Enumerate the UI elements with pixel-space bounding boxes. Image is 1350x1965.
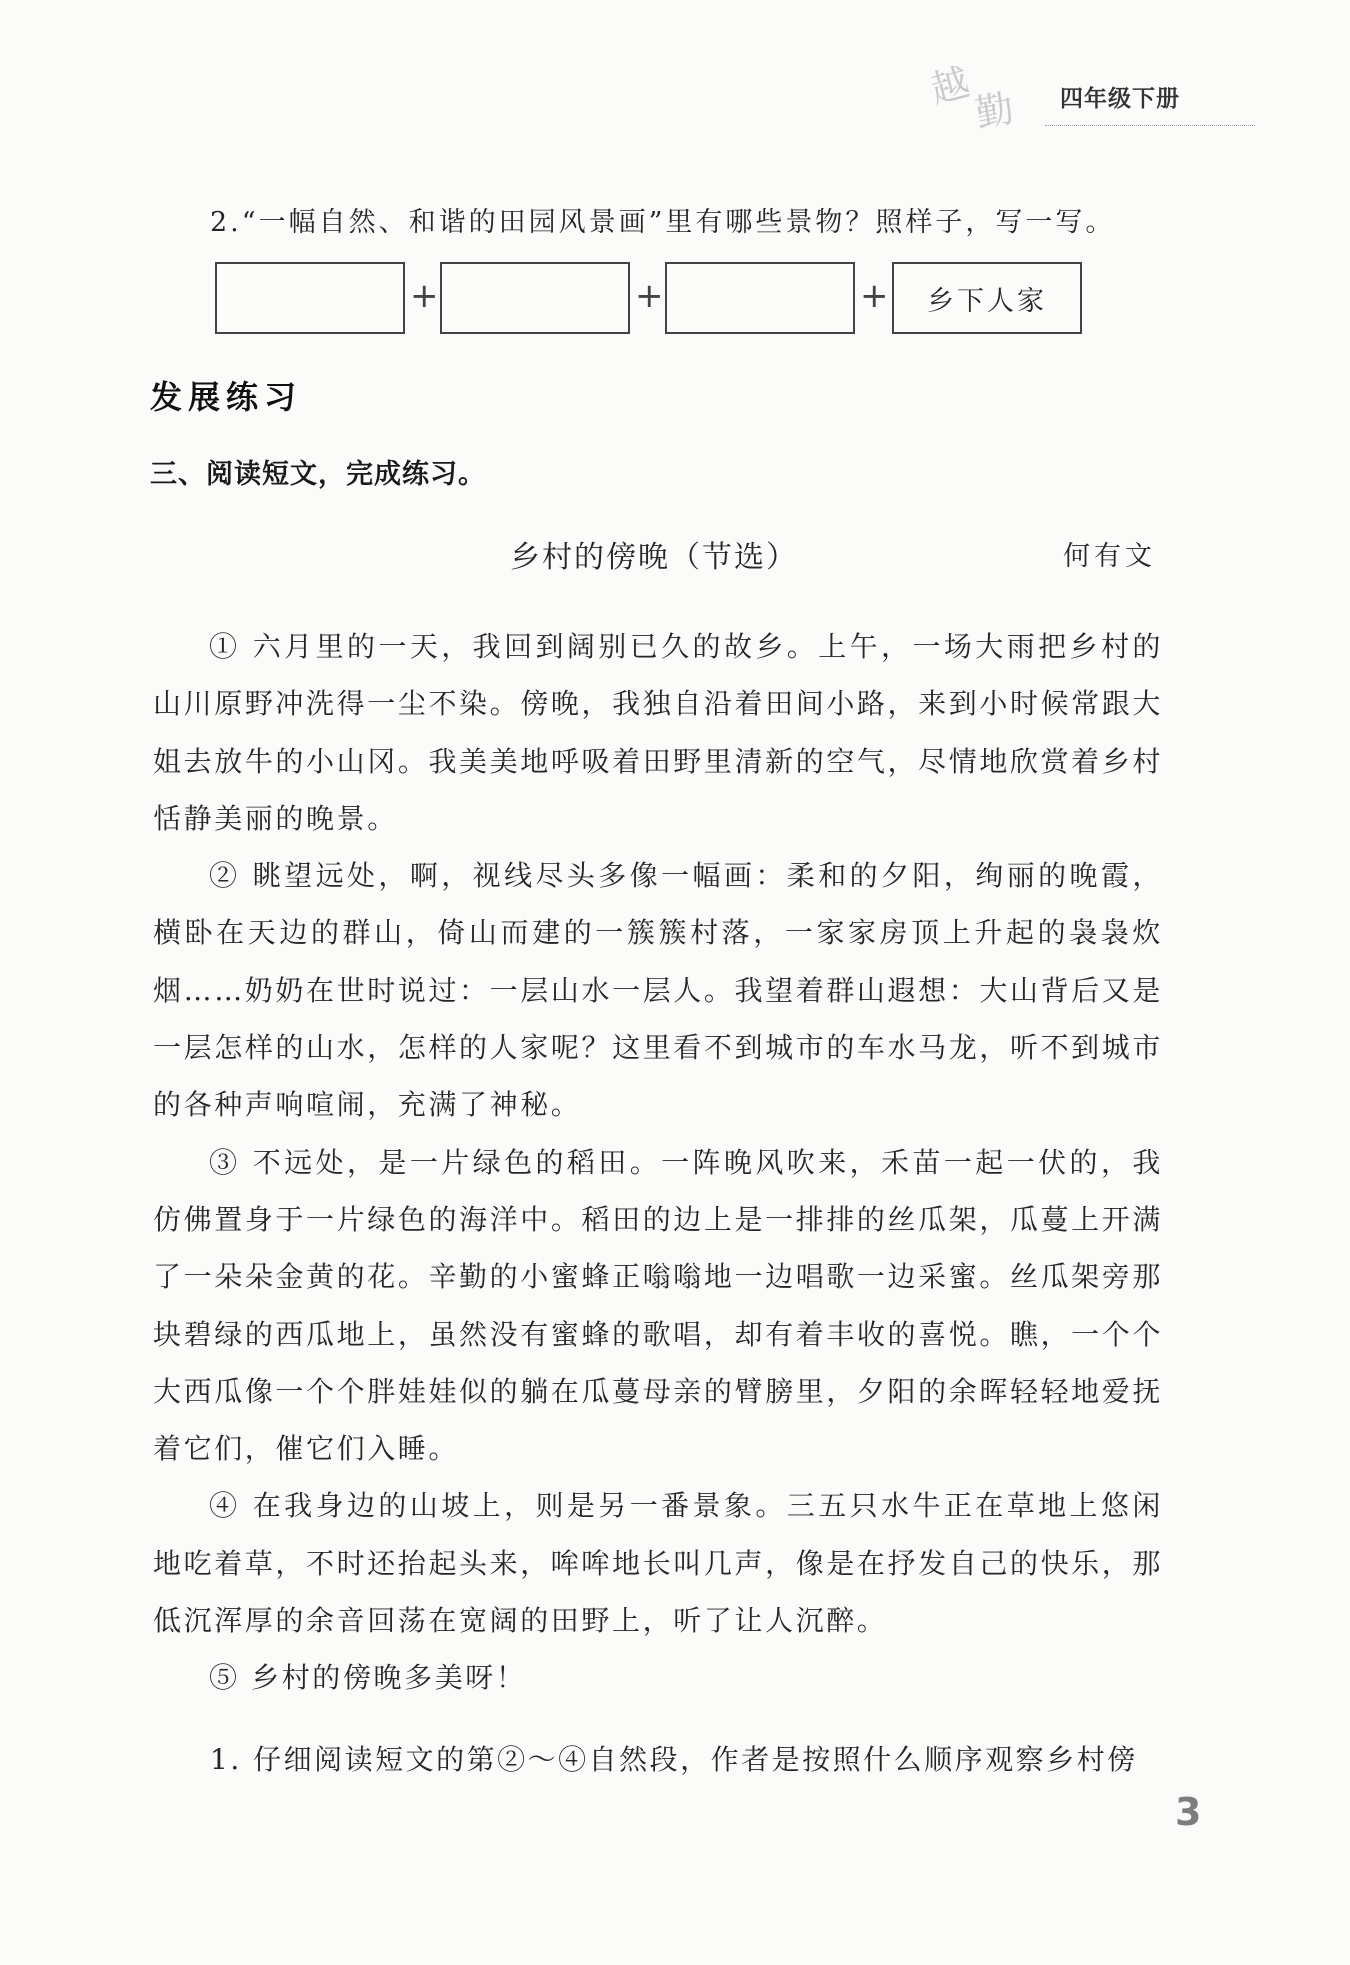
paragraph: ② 眺望远处，啊，视线尽头多像一幅画：柔和的夕阳，绚丽的晚霞，横卧在天边的群山，倚山而建的一簇簇村落，一家家房顶上升起的袅袅炊烟……奶奶在世时说过：一层山水一层人。我望着群山遐想：大山背后又是一层怎样的山水，怎样的人家呢？这里看不到城市的车水马龙，听不到城市的各种声响喧闹，充满了神秘。 <box>153 859 1163 1122</box>
paragraph: ⑤ 乡村的傍晚多美呀！ <box>209 1661 527 1695</box>
article-author: 何有文 <box>1063 541 1156 572</box>
question-2-prompt: 2.“一幅自然、和谐的田园风景画”里有哪些景物？照样子，写一写。 <box>210 207 1116 238</box>
plus-sign: + <box>860 276 889 316</box>
paragraph: ③ 不远处，是一片绿色的稻田。一阵晚风吹来，禾苗一起一伏的，我仿佛置身于一片绿色的海洋中。稻田的边上是一排排的丝瓜架，瓜蔓上开满了一朵朵金黄的花。辛勤的小蜜蜂正嗡嗡地一边唱歌一边采蜜。丝瓜架旁那块碧绿的西瓜地上，虽然没有蜜蜂的歌唱，却有着丰收的喜悦。瞧，一个个大西瓜像一个个胖娃娃似的躺在瓜蔓母亲的臂膀里，夕阳的余晖轻轻地爱抚着它们，催它们入睡。 <box>153 1145 1163 1466</box>
watermark-stamp: 越 勤 <box>925 59 1018 136</box>
section-title: 发展练习 <box>150 378 303 416</box>
paragraph: ① 六月里的一天，我回到阔别已久的故乡。上午，一场大雨把乡村的山川原野冲洗得一尘不染。傍晚，我独自沿着田间小路，来到小时候常跟大姐去放牛的小山冈。我美美地呼吸着田野里清新的空气，尽情地欣赏着乡村恬静美丽的晚景。 <box>153 630 1163 835</box>
paragraph: ④ 在我身边的山坡上，则是另一番景象。三五只水牛正在草地上悠闲地吃着草，不时还抬起头来，哞哞地长叫几声，像是在抒发自己的快乐，那低沉浑厚的余音回荡在宽阔的田野上，听了让人沉醉。 <box>153 1489 1163 1638</box>
answer-boxes <box>215 262 1085 342</box>
plus-sign: + <box>635 276 664 316</box>
article-body <box>153 618 1163 1707</box>
answer-box-1[interactable] <box>215 262 405 334</box>
answer-box-3[interactable] <box>665 262 855 334</box>
page-number: 3 <box>1175 1790 1202 1834</box>
example-box: 乡下人家 <box>892 262 1082 334</box>
question-1: 1. 仔细阅读短文的第②～④自然段，作者是按照什么顺序观察乡村傍 <box>210 1743 1138 1776</box>
header-divider <box>1045 125 1255 126</box>
answer-box-2[interactable] <box>440 262 630 334</box>
header-grade: 四年级下册 <box>1060 86 1180 112</box>
section-instruction: 三、阅读短文，完成练习。 <box>150 459 486 490</box>
plus-sign: + <box>410 276 439 316</box>
article-title: 乡村的傍晚（节选） <box>510 540 798 575</box>
